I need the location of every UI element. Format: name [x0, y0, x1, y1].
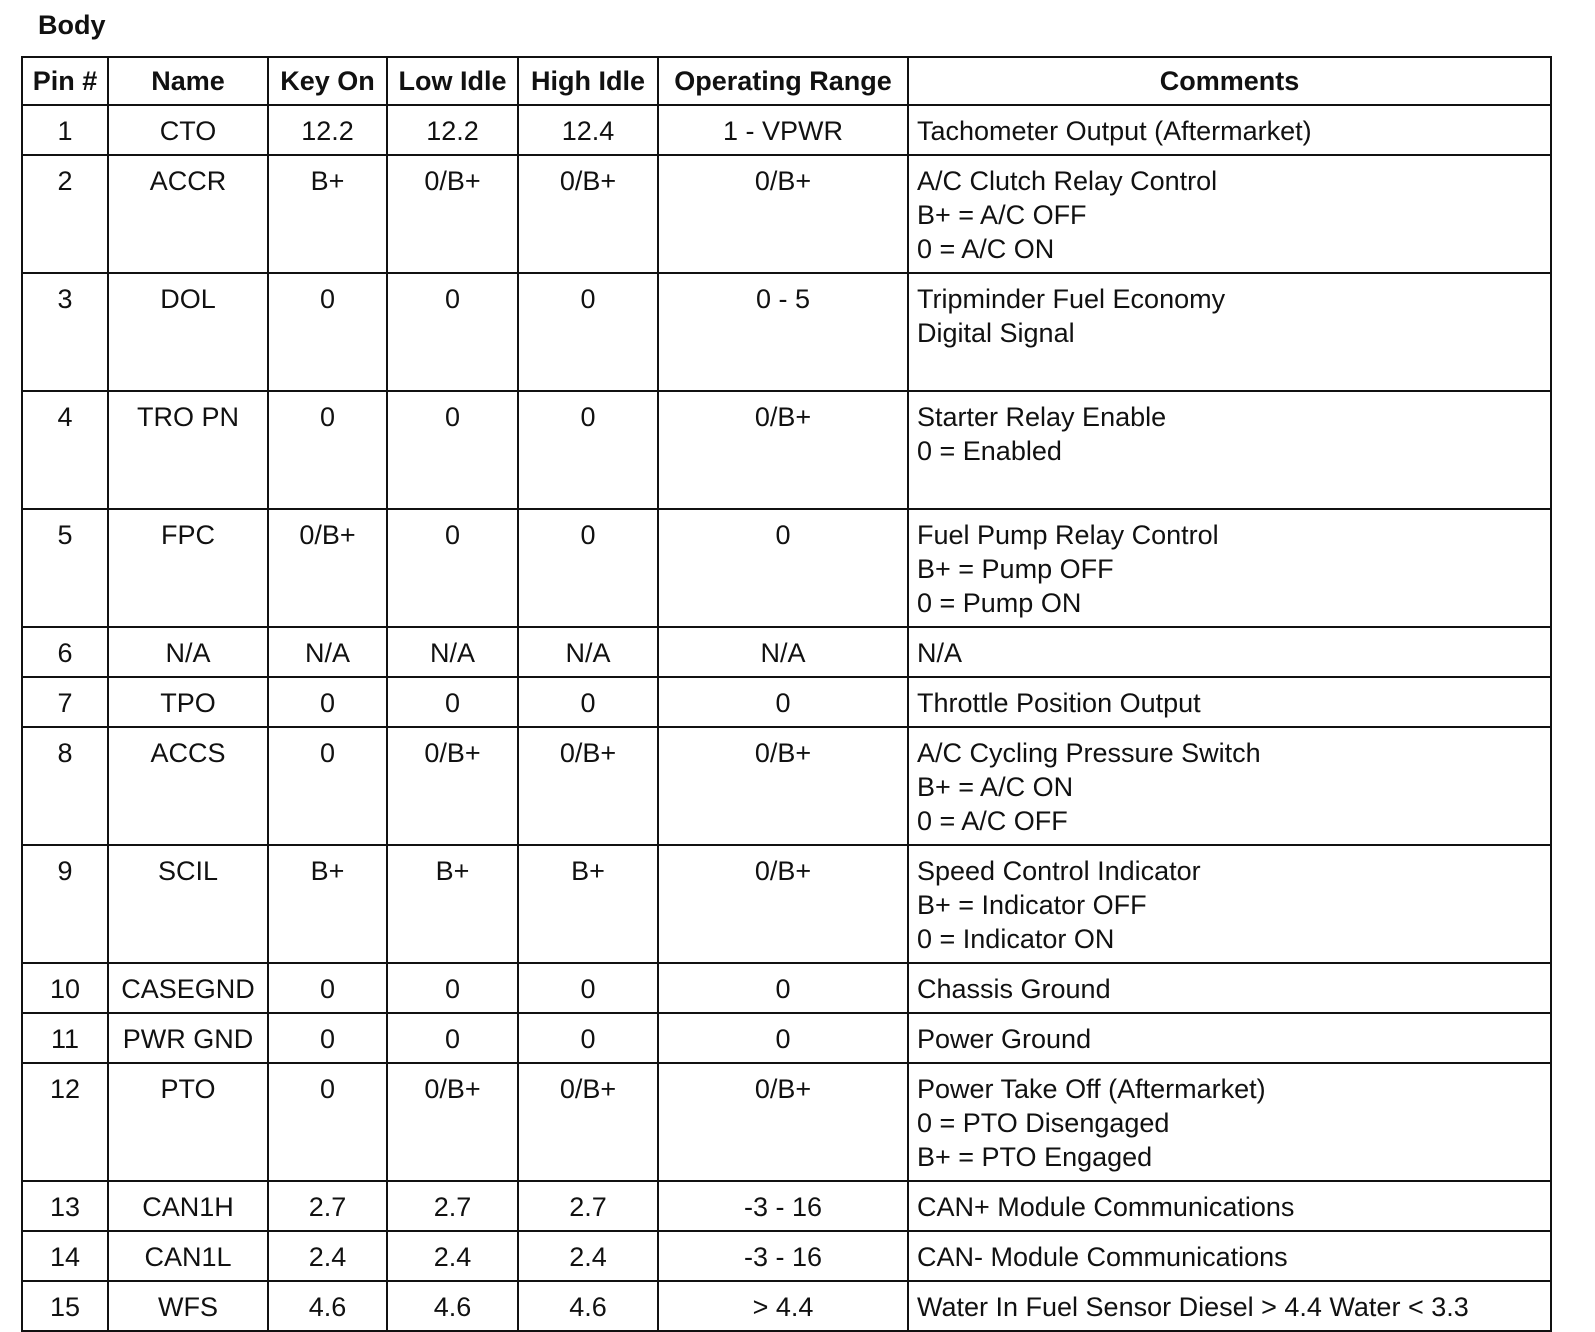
- cell-key-on: 0: [268, 677, 387, 727]
- comment-line: B+ = Pump OFF: [917, 554, 1114, 584]
- cell-high-idle: 0: [518, 273, 658, 391]
- header-row: [22, 57, 1551, 105]
- cell-pin: 15: [22, 1281, 108, 1331]
- cell-name: PWR GND: [108, 1013, 268, 1063]
- cell-key-on: B+: [268, 845, 387, 963]
- cell-pin: 8: [22, 727, 108, 845]
- cell-name: TRO PN: [108, 391, 268, 509]
- cell-comments: [908, 727, 1551, 845]
- table-row: [22, 1181, 1551, 1231]
- cell-pin: 4: [22, 391, 108, 509]
- cell-operating-range: N/A: [658, 627, 908, 677]
- cell-high-idle: 2.4: [518, 1231, 658, 1281]
- cell-key-on: 0: [268, 1013, 387, 1063]
- comment-line: A/C Cycling Pressure Switch: [917, 738, 1261, 768]
- cell-low-idle: 0: [387, 391, 518, 509]
- cell-operating-range: > 4.4: [658, 1281, 908, 1331]
- comment-line: Speed Control Indicator: [917, 856, 1201, 886]
- comment-line: Starter Relay Enable: [917, 402, 1167, 432]
- section-title: Body: [38, 10, 106, 40]
- comment-line: 0 = Pump ON: [917, 588, 1082, 618]
- comment-line: 0 = PTO Disengaged: [917, 1108, 1170, 1138]
- cell-pin: 5: [22, 509, 108, 627]
- comment-line: CAN- Module Communications: [917, 1242, 1288, 1272]
- cell-operating-range: 0 - 5: [658, 273, 908, 391]
- cell-pin: 11: [22, 1013, 108, 1063]
- header-key-on: Key On: [268, 57, 387, 105]
- cell-key-on: 0: [268, 273, 387, 391]
- cell-key-on: 0/B+: [268, 509, 387, 627]
- header-low-idle: Low Idle: [387, 57, 518, 105]
- comment-line: 0 = A/C OFF: [917, 806, 1068, 836]
- cell-pin: 6: [22, 627, 108, 677]
- cell-key-on: N/A: [268, 627, 387, 677]
- comment-line: B+ = PTO Engaged: [917, 1142, 1153, 1172]
- cell-high-idle: 0: [518, 963, 658, 1013]
- comment-line: A/C Clutch Relay Control: [917, 166, 1218, 196]
- table-row: [22, 155, 1551, 273]
- cell-low-idle: 0: [387, 1013, 518, 1063]
- comment-line: B+ = Indicator OFF: [917, 890, 1147, 920]
- cell-operating-range: -3 - 16: [658, 1231, 908, 1281]
- cell-pin: 7: [22, 677, 108, 727]
- comment-line: Tachometer Output (Aftermarket): [917, 116, 1312, 146]
- cell-pin: 14: [22, 1231, 108, 1281]
- cell-key-on: 12.2: [268, 105, 387, 155]
- cell-operating-range: 0: [658, 1013, 908, 1063]
- cell-name: CAN1H: [108, 1181, 268, 1231]
- cell-key-on: 0: [268, 391, 387, 509]
- header-pin: Pin #: [22, 57, 108, 105]
- cell-low-idle: 0: [387, 273, 518, 391]
- cell-name: SCIL: [108, 845, 268, 963]
- comment-line: Power Take Off (Aftermarket): [917, 1074, 1266, 1104]
- cell-low-idle: 2.7: [387, 1181, 518, 1231]
- comment-line: Power Ground: [917, 1024, 1092, 1054]
- cell-comments: [908, 391, 1551, 509]
- cell-name: WFS: [108, 1281, 268, 1331]
- cell-operating-range: 0: [658, 509, 908, 627]
- cell-low-idle: 0: [387, 509, 518, 627]
- comment-line: Digital Signal: [917, 318, 1075, 348]
- cell-name: CASEGND: [108, 963, 268, 1013]
- cell-low-idle: N/A: [387, 627, 518, 677]
- cell-name: FPC: [108, 509, 268, 627]
- cell-operating-range: 0/B+: [658, 1063, 908, 1181]
- cell-pin: 10: [22, 963, 108, 1013]
- cell-high-idle: 0: [518, 677, 658, 727]
- comment-line: B+ = A/C OFF: [917, 200, 1087, 230]
- cell-name: TPO: [108, 677, 268, 727]
- header-comments: Comments: [908, 57, 1551, 105]
- cell-key-on: 4.6: [268, 1281, 387, 1331]
- cell-low-idle: 0: [387, 963, 518, 1013]
- cell-high-idle: 0: [518, 509, 658, 627]
- cell-comments: [908, 677, 1551, 727]
- table-row: [22, 391, 1551, 509]
- cell-low-idle: 4.6: [387, 1281, 518, 1331]
- comment-line: 0 = Enabled: [917, 436, 1062, 466]
- cell-comments: [908, 845, 1551, 963]
- cell-comments: [908, 1063, 1551, 1181]
- cell-name: DOL: [108, 273, 268, 391]
- comment-line: 0 = A/C ON: [917, 234, 1055, 264]
- cell-low-idle: B+: [387, 845, 518, 963]
- cell-name: ACCS: [108, 727, 268, 845]
- table-row: [22, 105, 1551, 155]
- cell-key-on: 2.7: [268, 1181, 387, 1231]
- cell-comments: [908, 1231, 1551, 1281]
- cell-high-idle: N/A: [518, 627, 658, 677]
- cell-key-on: 0: [268, 1063, 387, 1181]
- cell-operating-range: 0/B+: [658, 727, 908, 845]
- cell-high-idle: 4.6: [518, 1281, 658, 1331]
- comment-line: N/A: [917, 638, 963, 668]
- header-operating-range: Operating Range: [658, 57, 908, 105]
- comment-line: 0 = Indicator ON: [917, 924, 1115, 954]
- cell-operating-range: 0/B+: [658, 391, 908, 509]
- cell-key-on: 0: [268, 727, 387, 845]
- pin-rows: [22, 105, 1551, 1331]
- cell-comments: [908, 1181, 1551, 1231]
- comment-line: B+ = A/C ON: [917, 772, 1074, 802]
- table-row: [22, 1281, 1551, 1331]
- table-row: [22, 1063, 1551, 1181]
- cell-high-idle: 0: [518, 1013, 658, 1063]
- cell-comments: [908, 273, 1551, 391]
- cell-key-on: B+: [268, 155, 387, 273]
- cell-pin: 9: [22, 845, 108, 963]
- comment-line: Water In Fuel Sensor Diesel > 4.4 Water < 3.3: [917, 1292, 1469, 1322]
- cell-key-on: 0: [268, 963, 387, 1013]
- table-row: [22, 845, 1551, 963]
- comment-line: CAN+ Module Communications: [917, 1192, 1295, 1222]
- cell-high-idle: 12.4: [518, 105, 658, 155]
- cell-pin: 13: [22, 1181, 108, 1231]
- header-name: Name: [108, 57, 268, 105]
- comment-line: Fuel Pump Relay Control: [917, 520, 1219, 550]
- table-row: [22, 963, 1551, 1013]
- cell-pin: 12: [22, 1063, 108, 1181]
- pin-table: [21, 56, 1552, 1332]
- cell-name: CAN1L: [108, 1231, 268, 1281]
- cell-name: N/A: [108, 627, 268, 677]
- cell-name: ACCR: [108, 155, 268, 273]
- cell-comments: [908, 509, 1551, 627]
- cell-low-idle: 0/B+: [387, 155, 518, 273]
- cell-high-idle: 2.7: [518, 1181, 658, 1231]
- cell-operating-range: -3 - 16: [658, 1181, 908, 1231]
- cell-low-idle: 0: [387, 677, 518, 727]
- cell-high-idle: 0/B+: [518, 1063, 658, 1181]
- cell-comments: [908, 1013, 1551, 1063]
- cell-operating-range: 0: [658, 963, 908, 1013]
- table-row: [22, 627, 1551, 677]
- cell-high-idle: 0/B+: [518, 155, 658, 273]
- cell-operating-range: 1 - VPWR: [658, 105, 908, 155]
- cell-comments: [908, 155, 1551, 273]
- cell-high-idle: 0/B+: [518, 727, 658, 845]
- cell-key-on: 2.4: [268, 1231, 387, 1281]
- comment-line: Throttle Position Output: [917, 688, 1201, 718]
- cell-operating-range: 0/B+: [658, 845, 908, 963]
- cell-operating-range: 0: [658, 677, 908, 727]
- table-row: [22, 727, 1551, 845]
- cell-high-idle: B+: [518, 845, 658, 963]
- comment-line: Tripminder Fuel Economy: [917, 284, 1226, 314]
- table-row: [22, 509, 1551, 627]
- cell-pin: 2: [22, 155, 108, 273]
- table-row: [22, 677, 1551, 727]
- comment-line: Chassis Ground: [917, 974, 1111, 1004]
- table-row: [22, 1231, 1551, 1281]
- cell-high-idle: 0: [518, 391, 658, 509]
- cell-low-idle: 12.2: [387, 105, 518, 155]
- table-row: [22, 273, 1551, 391]
- table-row: [22, 1013, 1551, 1063]
- cell-comments: [908, 627, 1551, 677]
- header-high-idle: High Idle: [518, 57, 658, 105]
- cell-low-idle: 2.4: [387, 1231, 518, 1281]
- cell-name: CTO: [108, 105, 268, 155]
- cell-pin: 1: [22, 105, 108, 155]
- cell-comments: [908, 963, 1551, 1013]
- cell-comments: [908, 105, 1551, 155]
- cell-name: PTO: [108, 1063, 268, 1181]
- cell-pin: 3: [22, 273, 108, 391]
- cell-low-idle: 0/B+: [387, 1063, 518, 1181]
- cell-operating-range: 0/B+: [658, 155, 908, 273]
- cell-comments: [908, 1281, 1551, 1331]
- cell-low-idle: 0/B+: [387, 727, 518, 845]
